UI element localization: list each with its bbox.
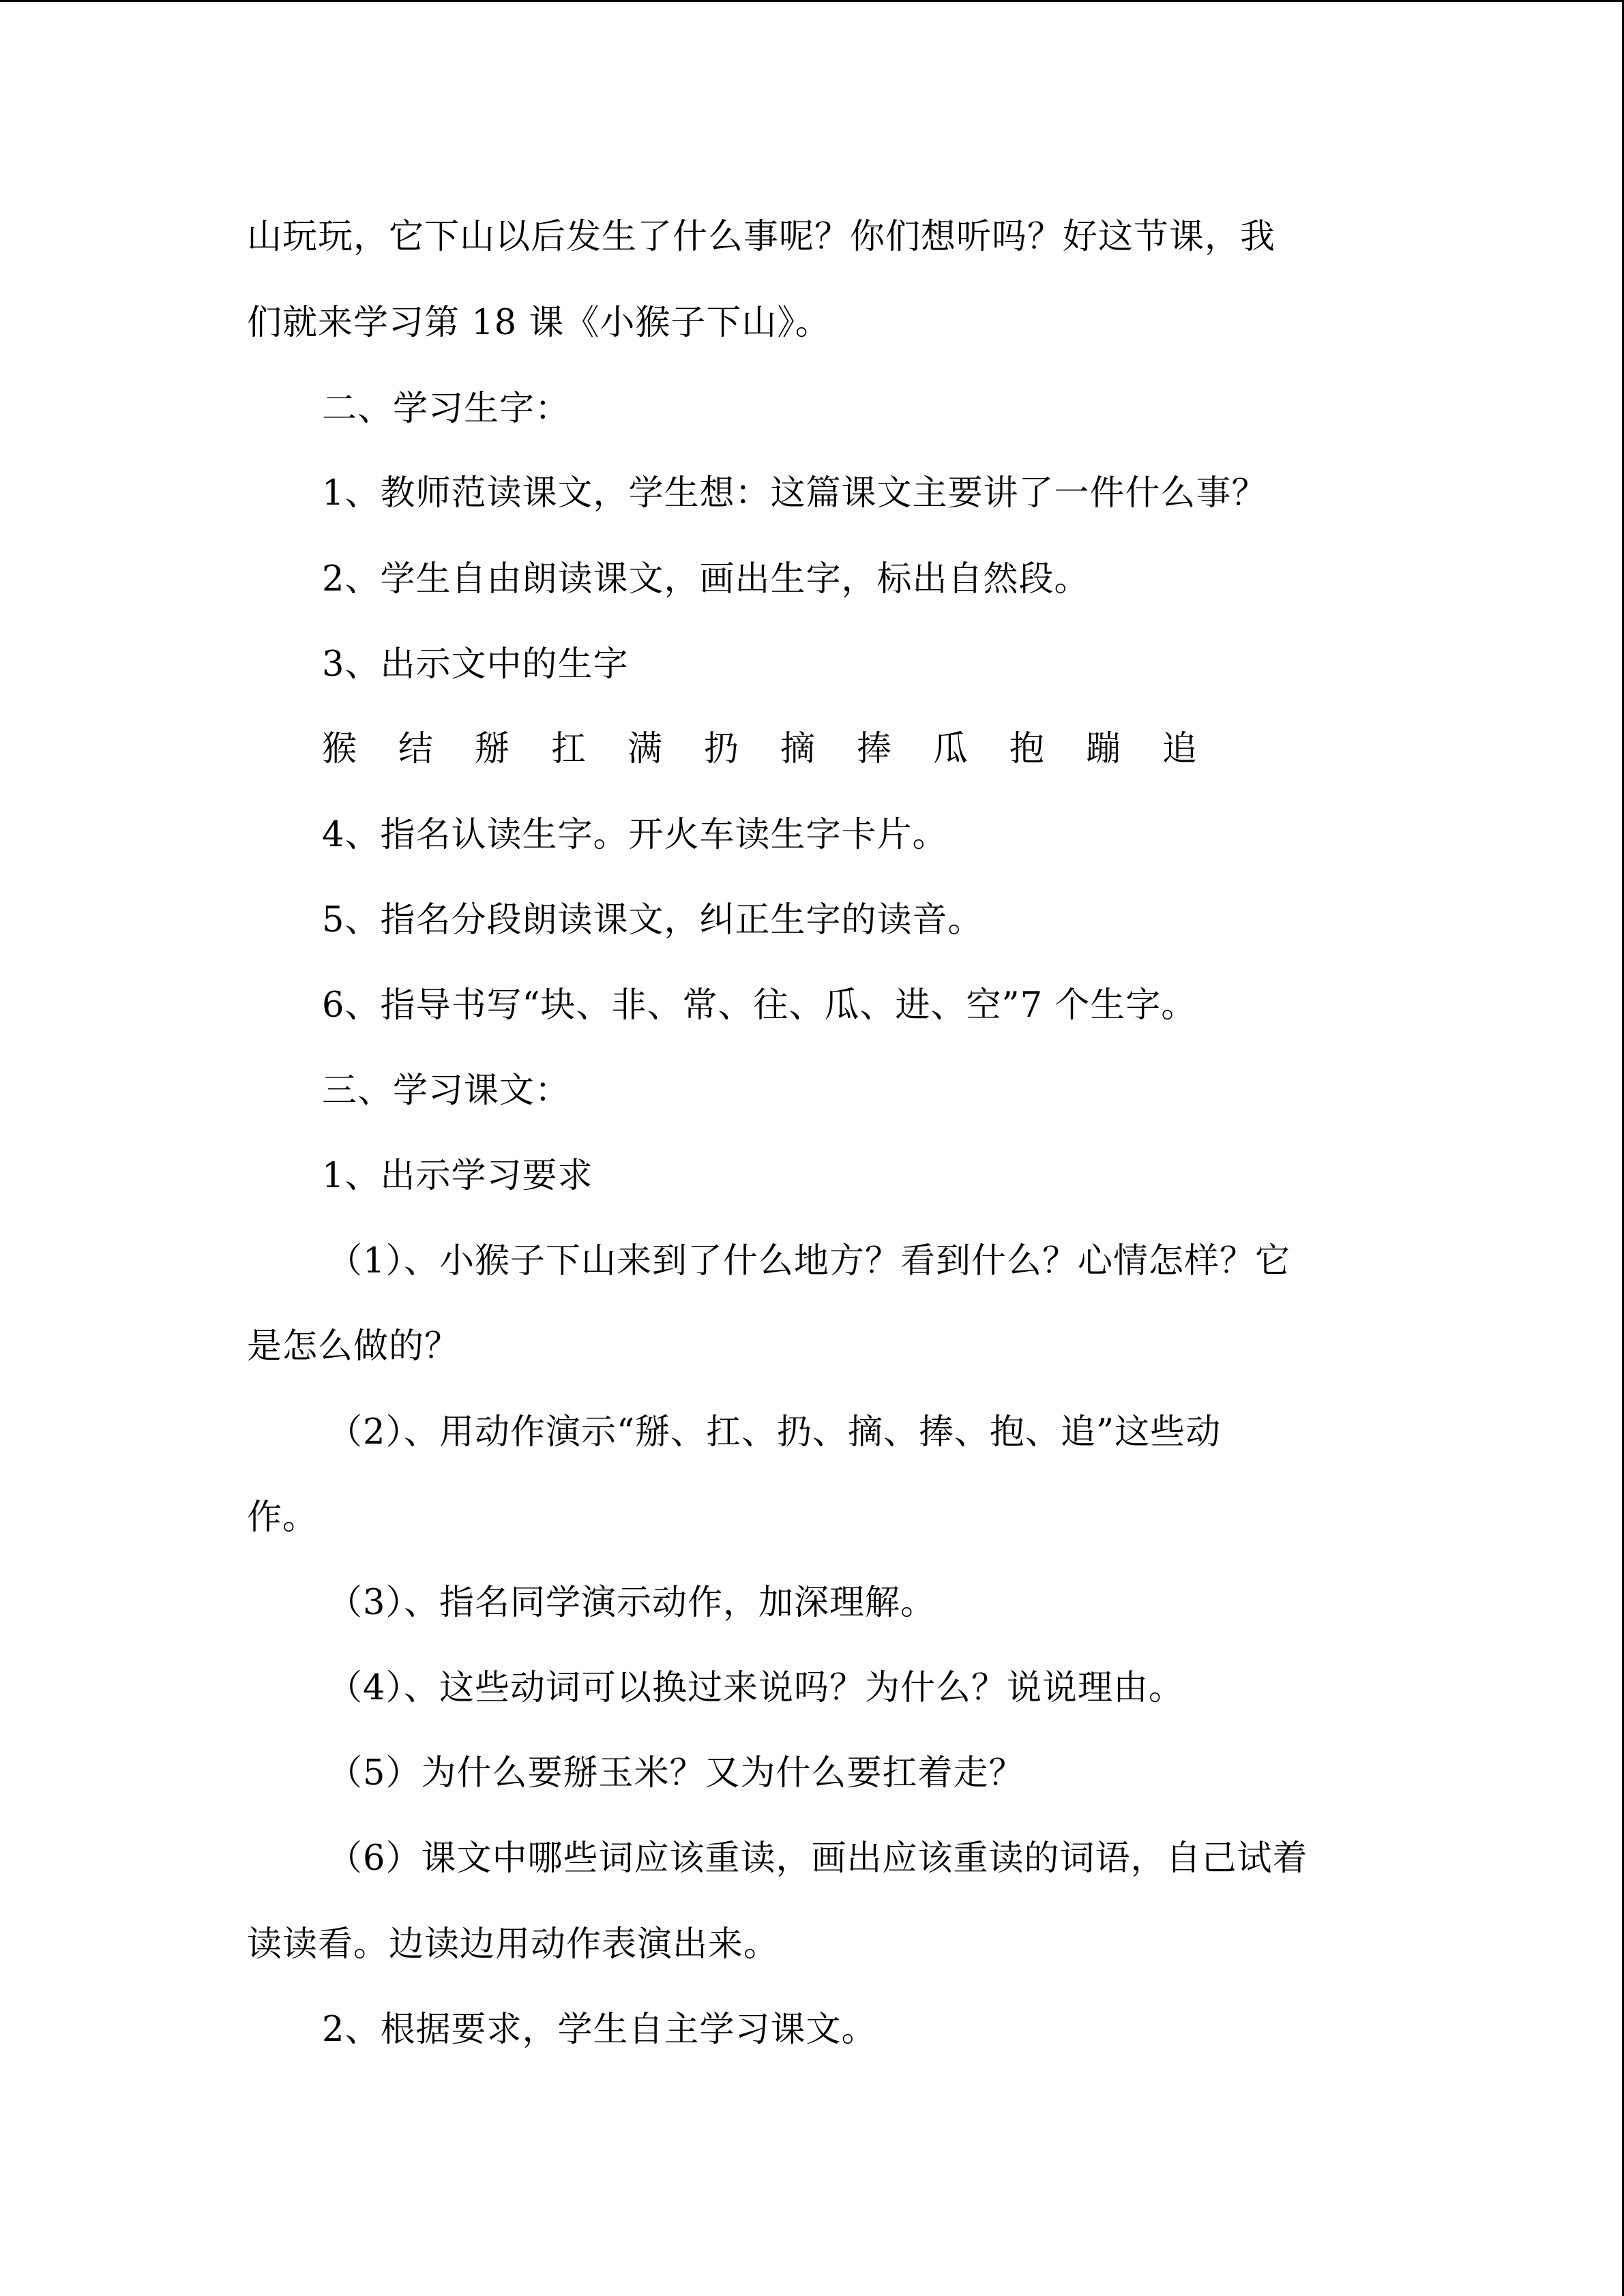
character: 蹦 xyxy=(1086,729,1121,769)
paragraph-line: 6、指导书写“块、非、常、往、瓜、进、空”7 个生字。 xyxy=(322,985,1197,1026)
character: 扔 xyxy=(704,729,739,769)
character: 结 xyxy=(398,729,434,769)
section-heading: 二、学习生字： xyxy=(322,389,571,429)
paragraph-line: 1、出示学习要求 xyxy=(322,1156,593,1196)
paragraph-line: 读读看。边读边用动作表演出来。 xyxy=(247,1924,780,1965)
paragraph-line: （6）课文中哪些词应该重读，画出应该重读的词语，自己试着 xyxy=(327,1838,1308,1879)
paragraph-line: 3、出示文中的生字 xyxy=(322,644,629,685)
paragraph-line: （5）为什么要掰玉米？又为什么要扛着走？ xyxy=(327,1753,1024,1793)
character: 猴 xyxy=(322,729,357,769)
paragraph-line: （4）、这些动词可以换过来说吗？为什么？说说理由。 xyxy=(327,1668,1184,1708)
paragraph-line: （1）、小猴子下山来到了什么地方？看到什么？心情怎样？它 xyxy=(327,1241,1290,1281)
paragraph-line: 作。 xyxy=(247,1497,319,1538)
paragraph-line: 4、指名认读生字。开火车读生字卡片。 xyxy=(322,815,948,855)
paragraph-line: 2、学生自由朗读课文，画出生字，标出自然段。 xyxy=(322,559,1090,599)
character: 摘 xyxy=(780,729,816,769)
character: 扛 xyxy=(551,729,587,769)
character: 满 xyxy=(628,729,663,769)
paragraph-line: 5、指名分段朗读课文，纠正生字的读音。 xyxy=(322,900,984,940)
character: 追 xyxy=(1162,729,1198,769)
paragraph-line: 1、教师范读课文，学生想：这篇课文主要讲了一件什么事？ xyxy=(322,473,1267,513)
paragraph-line: 是怎么做的？ xyxy=(247,1326,460,1367)
new-characters-row xyxy=(322,729,1239,770)
paragraph-line: 2、根据要求，学生自主学习课文。 xyxy=(322,2010,877,2050)
paragraph-line: 山玩玩，它下山以后发生了什么事呢？你们想听吗？好这节课，我 xyxy=(247,217,1276,257)
paragraph-line: 们就来学习第 18 课《小猴子下山》。 xyxy=(247,303,831,343)
character: 掰 xyxy=(475,729,510,769)
character: 捧 xyxy=(857,729,892,769)
character: 瓜 xyxy=(933,729,969,769)
section-heading: 三、学习课文： xyxy=(322,1071,571,1111)
paragraph-line: （3）、指名同学演示动作，加深理解。 xyxy=(327,1583,936,1623)
paragraph-line: （2）、用动作演示“掰、扛、扔、摘、捧、抱、追”这些动 xyxy=(327,1412,1222,1452)
character: 抱 xyxy=(1009,729,1045,769)
